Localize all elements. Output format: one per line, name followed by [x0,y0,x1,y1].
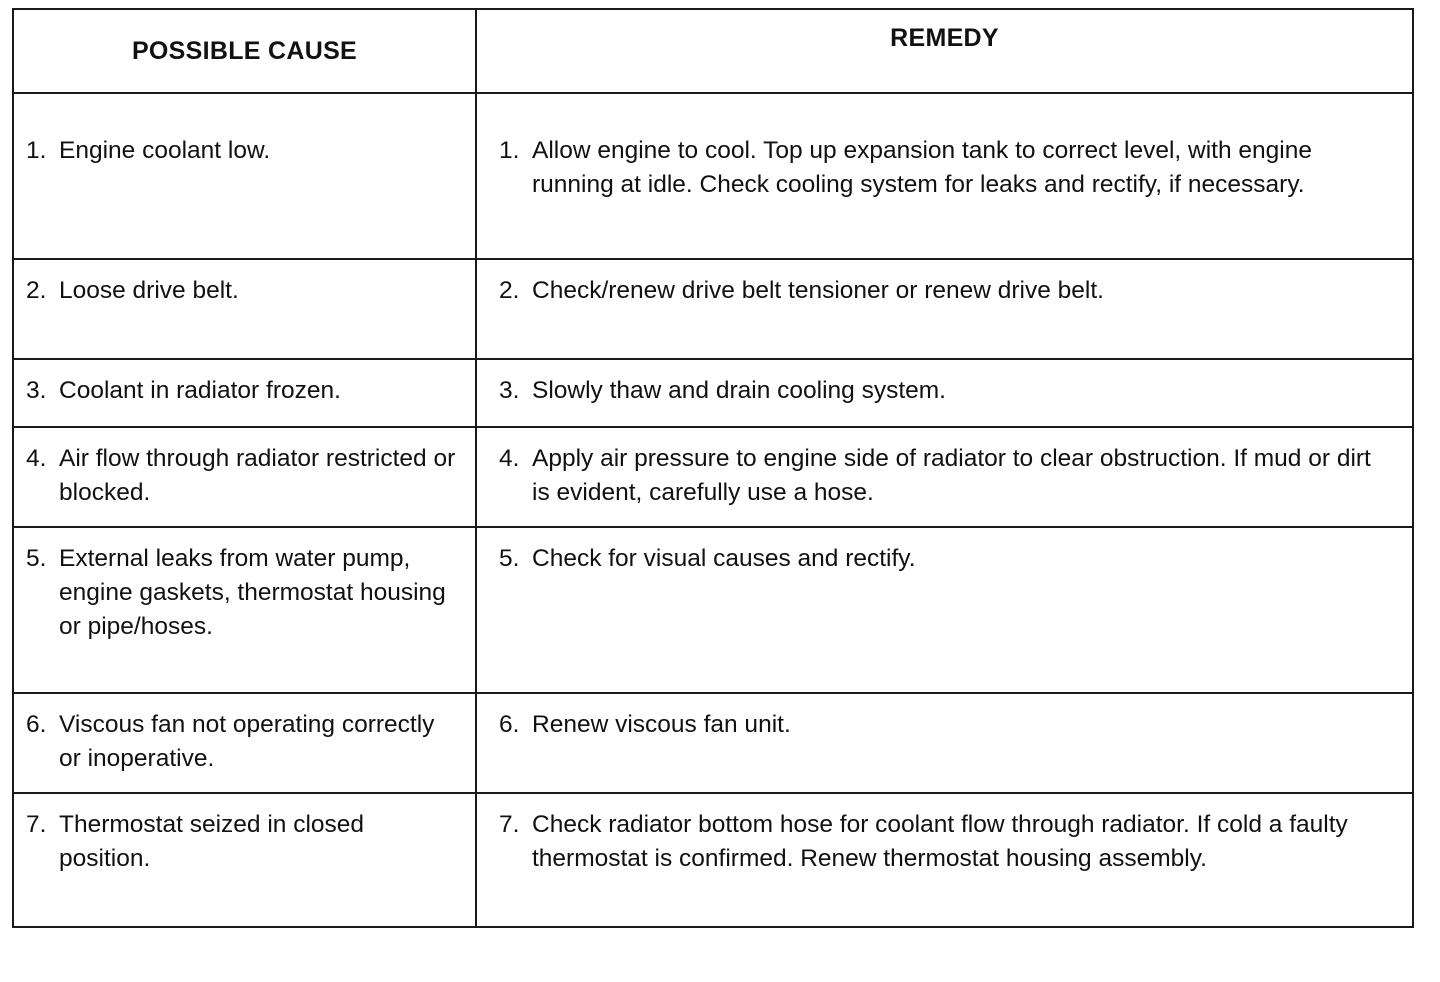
remedy-text: Renew viscous fan unit. [532,711,791,738]
table-row [13,793,1413,927]
cause-cell [13,527,476,693]
remedy-number: 1. [499,137,520,164]
cause-text: Air flow through radiator restricted or blocked. [59,445,456,506]
cause-cell [13,259,476,359]
remedy-cell [476,359,1413,427]
remedy-text: Apply air pressure to engine side of radiator to clear obstruction. If mud or dirt is evident, carefully use a hose. [532,445,1371,506]
cause-number: 1. [26,137,47,164]
cause-text: Thermostat seized in closed position. [59,811,365,872]
table-header [13,9,1413,93]
remedy-cell [476,427,1413,527]
table-row [13,359,1413,427]
table-row [13,259,1413,359]
table-row [13,427,1413,527]
troubleshooting-table [12,8,1414,928]
remedy-number: 4. [499,445,520,472]
header-row [13,9,1413,93]
cause-text: Viscous fan not operating correctly or inoperative. [59,711,435,772]
header-possible-cause: POSSIBLE CAUSE [13,9,476,93]
remedy-cell [476,259,1413,359]
remedy-number: 5. [499,545,520,572]
table-row [13,693,1413,793]
table-row [13,93,1413,259]
remedy-cell [476,693,1413,793]
cause-number: 2. [26,277,47,304]
table-row [13,527,1413,693]
cause-number: 5. [26,545,47,572]
cause-cell [13,427,476,527]
remedy-cell [476,527,1413,693]
remedy-cell [476,93,1413,259]
cause-text: Coolant in radiator frozen. [59,377,341,404]
remedy-number: 2. [499,277,520,304]
remedy-text: Check radiator bottom hose for coolant flow through radiator. If cold a faulty thermostat is confirmed. Renew thermostat housing assembly. [532,811,1348,872]
remedy-number: 7. [499,811,520,838]
cause-text: Engine coolant low. [59,137,271,164]
cause-cell [13,359,476,427]
cause-text: External leaks from water pump, engine gaskets, thermostat housing or pipe/hoses. [59,545,446,640]
cause-cell [13,693,476,793]
header-remedy: REMEDY [476,9,1413,93]
remedy-cell [476,793,1413,927]
remedy-text: Slowly thaw and drain cooling system. [532,377,946,404]
remedy-number: 3. [499,377,520,404]
table-body [13,93,1413,927]
cause-number: 7. [26,811,47,838]
cause-cell [13,793,476,927]
cause-cell [13,93,476,259]
remedy-text: Check/renew drive belt tensioner or renew drive belt. [532,277,1104,304]
cause-number: 6. [26,711,47,738]
remedy-text: Allow engine to cool. Top up expansion tank to correct level, with engine running at idle. Check cooling system for leaks and rectify, if necessary. [532,137,1312,198]
cause-text: Loose drive belt. [59,277,239,304]
remedy-number: 6. [499,711,520,738]
cause-number: 3. [26,377,47,404]
cause-number: 4. [26,445,47,472]
remedy-text: Check for visual causes and rectify. [532,545,916,572]
